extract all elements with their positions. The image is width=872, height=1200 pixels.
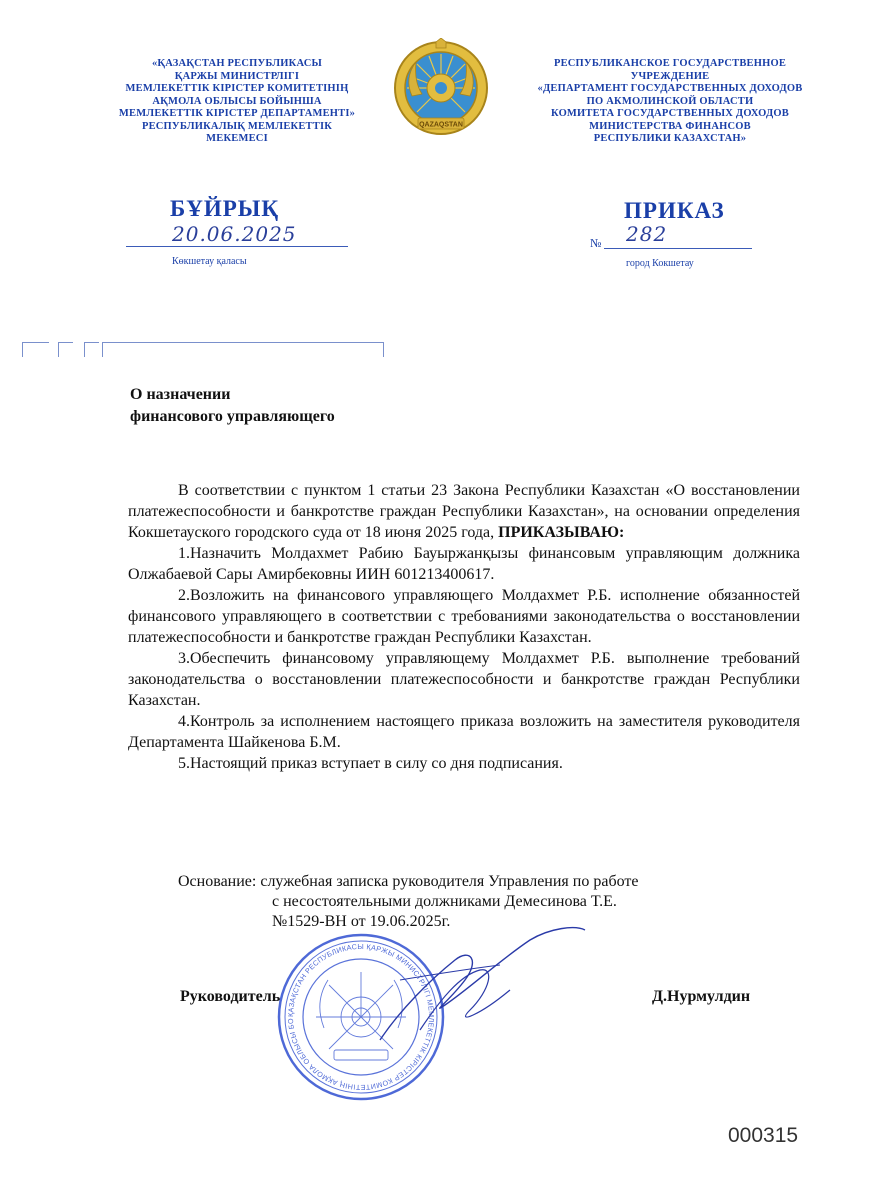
order-item: 1.Назначить Молдахмет Рабию Бауыржанқызы финансовым управляющим должника Олжабаевой Сары Амирбековны ИИН 601213400617. (128, 545, 800, 583)
number-underline (604, 248, 752, 249)
header-left-line: МЕМЛЕКЕТТІК КІРІСТЕР ДЕПАРТАМЕНТІ» (118, 108, 356, 119)
order-word: ПРИКАЗЫВАЮ: (498, 524, 625, 541)
signature-position: Руководитель (180, 988, 281, 1005)
order-title-ru: ПРИКАЗ (624, 198, 725, 223)
header-right-line: ПО АКМОЛИНСКОЙ ОБЛАСТИ (586, 95, 754, 107)
header-right-line: УЧРЕЖДЕНИЕ (630, 70, 710, 82)
body-intro (128, 480, 800, 543)
emblem-text: QAZAQSTAN (419, 121, 463, 129)
intro-text: В соответствии с пунктом 1 статьи 23 Закона Республики Казахстан «О восстановлении платежеспособности и банкротстве граждан Республики Казахстан», на основании определения Кокшетауского городского суда от 18 июня 2025 года, (128, 482, 800, 541)
header-right-line: МИНИСТЕРСТВА ФИНАНСОВ (589, 120, 751, 132)
header-right-line: РЕСПУБЛИКАНСКОЕ ГОСУДАРСТВЕННОЕ (553, 58, 787, 69)
number-sign: № (590, 236, 602, 250)
corner-mark (102, 342, 384, 357)
state-emblem-icon (392, 38, 490, 144)
header-left-line: РЕСПУБЛИКАЛЫҚ МЕМЛЕКЕТТІК (141, 120, 333, 132)
order-title-kz: БҰЙРЫҚ (170, 196, 280, 221)
header-left-line: МЕМЛЕКЕТТІК КІРІСТЕР КОМИТЕТІНІҢ (125, 83, 349, 94)
order-item: 4.Контроль за исполнением настоящего приказа возложить на заместителя руководителя Департамента Шайкенова Б.М. (128, 713, 800, 751)
corner-mark (58, 342, 73, 357)
order-item: 3.Обеспечить финансовому управляющему Молдахмет Р.Б. выполнение требований законодательства о восстановлении платежеспособности и банкротстве граждан Республики Казахстан. (128, 650, 800, 709)
city-ru: город Кокшетау (626, 258, 694, 269)
signature-name: Д.Нурмулдин (652, 988, 751, 1005)
header-left-line: ҚАРЖЫ МИНИСТРЛІГІ (174, 70, 300, 82)
header-left-line: «ҚАЗАҚСТАН РЕСПУБЛИКАСЫ (151, 58, 323, 69)
stamp-ring-text: ҚАЗАҚСТАН РЕСПУБЛИКАСЫ ҚАРЖЫ МИНИСТРЛІГІ МЕМЛЕКЕТТІК КІРІСТЕР КОМИТЕТІНІҢ АҚМОЛА ОБЛЫСЫ БО (285, 941, 437, 1093)
header-left-line: МЕКЕМЕСІ (206, 133, 268, 144)
header-right-ru (520, 58, 820, 146)
signature-scribble-icon (360, 920, 590, 1060)
subject-line: финансового управляющего (130, 408, 335, 425)
order-date-handwritten: 20.06.2025 (172, 222, 297, 246)
header-right-line: «ДЕПАРТАМЕНТ ГОСУДАРСТВЕННЫХ ДОХОДОВ (537, 83, 803, 94)
order-body (128, 480, 800, 774)
basis-line: служебная записка руководителя Управления по работе (260, 873, 639, 890)
order-number-handwritten: 282 (626, 222, 668, 246)
basis-label: Основание: (178, 873, 257, 890)
order-item: 5.Настоящий приказ вступает в силу со дня подписания. (178, 755, 563, 772)
basis-line: №1529-ВН от 19.06.2025г. (272, 913, 451, 930)
subject-line: О назначении (130, 386, 231, 403)
header-left-kz (92, 58, 382, 146)
order-subject (130, 384, 335, 428)
header-right-line: КОМИТЕТА ГОСУДАРСТВЕННЫХ ДОХОДОВ (551, 108, 789, 119)
serial-number: 000315 (728, 1124, 799, 1147)
basis-line: с несостоятельными должниками Демесинова Т.Е. (272, 893, 617, 910)
header-left-line: АҚМОЛА ОБЛЫСЫ БОЙЫНША (152, 95, 322, 107)
date-underline (126, 246, 348, 247)
city-kz: Көкшетау қаласы (172, 256, 247, 267)
corner-mark (84, 342, 99, 357)
header-right-line: РЕСПУБЛИКИ КАЗАХСТАН» (593, 133, 747, 144)
order-item: 2.Возложить на финансового управляющего Молдахмет Р.Б. исполнение обязанностей финансового управляющего в соответствии с требованиями законодательства о восстановлении платежеспособности и банкротстве граждан Республики Казахстан. (128, 587, 800, 646)
corner-mark (22, 342, 49, 357)
